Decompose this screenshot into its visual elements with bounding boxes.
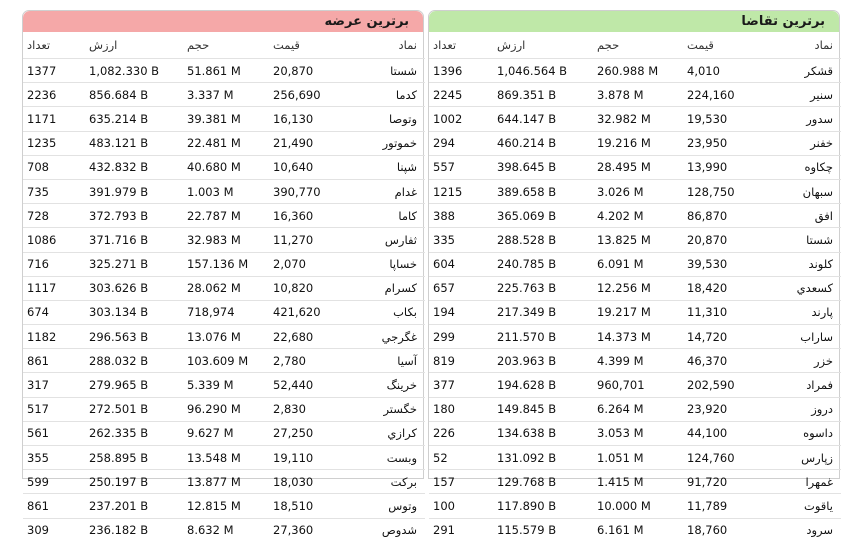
table-row[interactable]	[23, 276, 425, 300]
column-header-value[interactable]: ارزش	[497, 38, 526, 52]
cell-count: 388	[429, 204, 493, 228]
table-row[interactable]	[23, 470, 425, 494]
cell-symbol[interactable]: آسیا	[343, 349, 425, 373]
table-row[interactable]	[429, 349, 841, 373]
cell-volume: 6.264 M	[593, 397, 683, 421]
cell-symbol[interactable]: داسوه	[755, 421, 841, 445]
cell-price: 124,760	[683, 446, 755, 470]
cell-volume: 103.609 M	[183, 349, 269, 373]
cell-volume: 13.877 M	[183, 470, 269, 494]
cell-symbol[interactable]: یاقوت	[755, 494, 841, 518]
cell-value: 262.335 B	[85, 421, 183, 445]
cell-symbol[interactable]: سنیر	[755, 83, 841, 107]
cell-value: 869.351 B	[493, 83, 593, 107]
cell-volume: 51.861 M	[183, 59, 269, 83]
cell-count: 674	[23, 300, 85, 324]
cell-value: 288.528 B	[493, 228, 593, 252]
column-header-volume[interactable]: حجم	[187, 38, 210, 52]
cell-count: 1002	[429, 107, 493, 131]
cell-symbol[interactable]: سبهان	[755, 179, 841, 203]
cell-volume: 96.290 M	[183, 397, 269, 421]
cell-price: 11,270	[269, 228, 343, 252]
cell-symbol[interactable]: کاما	[343, 204, 425, 228]
table-row[interactable]	[429, 83, 841, 107]
cell-count: 1182	[23, 325, 85, 349]
cell-price: 21,490	[269, 131, 343, 155]
cell-symbol[interactable]: فمراد	[755, 373, 841, 397]
cell-symbol[interactable]: ساراب	[755, 325, 841, 349]
cell-symbol[interactable]: شپنا	[343, 155, 425, 179]
cell-symbol[interactable]: خرینگ	[343, 373, 425, 397]
cell-volume: 5.339 M	[183, 373, 269, 397]
cell-symbol[interactable]: ثفارس	[343, 228, 425, 252]
table-row[interactable]	[23, 59, 425, 83]
cell-count: 291	[429, 518, 493, 542]
cell-price: 16,360	[269, 204, 343, 228]
table-row[interactable]	[429, 276, 841, 300]
table-row[interactable]	[23, 397, 425, 421]
table-row[interactable]	[23, 494, 425, 518]
table-row[interactable]	[23, 204, 425, 228]
cell-count: 517	[23, 397, 85, 421]
top-supply-table	[23, 32, 425, 542]
cell-price: 16,130	[269, 107, 343, 131]
cell-value: 389.658 B	[493, 179, 593, 203]
cell-symbol[interactable]: خساپا	[343, 252, 425, 276]
cell-price: 2,070	[269, 252, 343, 276]
table-row[interactable]	[23, 421, 425, 445]
table-row[interactable]	[429, 131, 841, 155]
table-row[interactable]	[23, 179, 425, 203]
cell-symbol[interactable]: افق	[755, 204, 841, 228]
cell-symbol[interactable]: کسعدي	[755, 276, 841, 300]
cell-volume: 4.399 M	[593, 349, 683, 373]
cell-volume: 13.825 M	[593, 228, 683, 252]
cell-symbol[interactable]: دروز	[755, 397, 841, 421]
cell-symbol[interactable]: شستا	[343, 59, 425, 83]
cell-symbol[interactable]: پارند	[755, 300, 841, 324]
cell-price: 23,950	[683, 131, 755, 155]
cell-count: 604	[429, 252, 493, 276]
cell-volume: 6.091 M	[593, 252, 683, 276]
cell-volume: 13.076 M	[183, 325, 269, 349]
table-row[interactable]	[429, 107, 841, 131]
cell-count: 819	[429, 349, 493, 373]
cell-volume: 14.373 M	[593, 325, 683, 349]
table-row[interactable]	[23, 131, 425, 155]
top-supply-panel	[22, 10, 424, 538]
cell-value: 258.895 B	[85, 446, 183, 470]
table-row[interactable]	[429, 446, 841, 470]
column-header-symbol[interactable]: نماد	[398, 38, 417, 52]
cell-count: 728	[23, 204, 85, 228]
cell-volume: 19.216 M	[593, 131, 683, 155]
cell-count: 557	[429, 155, 493, 179]
cell-price: 14,720	[683, 325, 755, 349]
cell-price: 19,110	[269, 446, 343, 470]
cell-price: 128,750	[683, 179, 755, 203]
cell-symbol[interactable]: زپارس	[755, 446, 841, 470]
cell-value: 1,082.330 B	[85, 59, 183, 83]
cell-price: 13,990	[683, 155, 755, 179]
cell-count: 735	[23, 179, 85, 203]
cell-value: 372.793 B	[85, 204, 183, 228]
table-row[interactable]	[429, 155, 841, 179]
cell-symbol[interactable]: وتوس	[343, 494, 425, 518]
table-header-row	[429, 32, 841, 59]
cell-symbol[interactable]: وبست	[343, 446, 425, 470]
cell-price: 19,530	[683, 107, 755, 131]
cell-price: 18,030	[269, 470, 343, 494]
cell-volume: 260.988 M	[593, 59, 683, 83]
cell-count: 1171	[23, 107, 85, 131]
cell-count: 226	[429, 421, 493, 445]
cell-value: 203.963 B	[493, 349, 593, 373]
cell-price: 52,440	[269, 373, 343, 397]
table-row[interactable]	[23, 518, 425, 542]
cell-symbol[interactable]: خزر	[755, 349, 841, 373]
cell-symbol[interactable]: خفنر	[755, 131, 841, 155]
table-row[interactable]	[23, 373, 425, 397]
cell-volume: 1.003 M	[183, 179, 269, 203]
cell-volume: 1.415 M	[593, 470, 683, 494]
cell-value: 365.069 B	[493, 204, 593, 228]
column-header-value[interactable]: ارزش	[89, 38, 118, 52]
cell-volume: 6.161 M	[593, 518, 683, 542]
cell-count: 861	[23, 494, 85, 518]
cell-count: 299	[429, 325, 493, 349]
cell-count: 355	[23, 446, 85, 470]
table-row[interactable]	[429, 373, 841, 397]
cell-count: 1086	[23, 228, 85, 252]
table-row[interactable]	[429, 421, 841, 445]
cell-price: 4,010	[683, 59, 755, 83]
cell-value: 117.890 B	[493, 494, 593, 518]
cell-price: 27,250	[269, 421, 343, 445]
cell-value: 194.628 B	[493, 373, 593, 397]
cell-price: 18,760	[683, 518, 755, 542]
cell-count: 657	[429, 276, 493, 300]
cell-value: 303.134 B	[85, 300, 183, 324]
cell-price: 27,360	[269, 518, 343, 542]
cell-count: 52	[429, 446, 493, 470]
table-row[interactable]	[429, 325, 841, 349]
cell-price: 20,870	[269, 59, 343, 83]
cell-price: 18,420	[683, 276, 755, 300]
cell-count: 100	[429, 494, 493, 518]
cell-price: 202,590	[683, 373, 755, 397]
cell-price: 10,640	[269, 155, 343, 179]
cell-value: 432.832 B	[85, 155, 183, 179]
table-row[interactable]	[429, 252, 841, 276]
table-row[interactable]	[429, 300, 841, 324]
column-header-count[interactable]: تعداد	[27, 38, 51, 52]
cell-count: 194	[429, 300, 493, 324]
cell-count: 294	[429, 131, 493, 155]
cell-value: 303.626 B	[85, 276, 183, 300]
cell-symbol[interactable]: غگرجي	[343, 325, 425, 349]
cell-price: 39,530	[683, 252, 755, 276]
cell-count: 561	[23, 421, 85, 445]
cell-count: 1377	[23, 59, 85, 83]
table-row[interactable]	[23, 107, 425, 131]
table-row[interactable]	[429, 494, 841, 518]
cell-count: 2236	[23, 83, 85, 107]
cell-value: 371.716 B	[85, 228, 183, 252]
cell-value: 635.214 B	[85, 107, 183, 131]
cell-price: 86,870	[683, 204, 755, 228]
column-header-symbol[interactable]: نماد	[814, 38, 833, 52]
cell-volume: 3.053 M	[593, 421, 683, 445]
cell-volume: 718,974	[183, 300, 269, 324]
cell-count: 317	[23, 373, 85, 397]
table-row[interactable]	[429, 518, 841, 542]
cell-price: 18,510	[269, 494, 343, 518]
cell-volume: 3.026 M	[593, 179, 683, 203]
cell-value: 236.182 B	[85, 518, 183, 542]
cell-value: 134.638 B	[493, 421, 593, 445]
table-row[interactable]	[429, 204, 841, 228]
cell-value: 391.979 B	[85, 179, 183, 203]
table-row[interactable]	[23, 300, 425, 324]
cell-volume: 28.062 M	[183, 276, 269, 300]
cell-price: 256,690	[269, 83, 343, 107]
cell-symbol[interactable]: شستا	[755, 228, 841, 252]
top-demand-table	[429, 32, 841, 542]
cell-value: 217.349 B	[493, 300, 593, 324]
cell-value: 296.563 B	[85, 325, 183, 349]
cell-value: 250.197 B	[85, 470, 183, 494]
cell-symbol[interactable]: بکاب	[343, 300, 425, 324]
cell-volume: 19.217 M	[593, 300, 683, 324]
cell-volume: 22.481 M	[183, 131, 269, 155]
table-row[interactable]	[23, 252, 425, 276]
cell-volume: 12.815 M	[183, 494, 269, 518]
cell-volume: 32.982 M	[593, 107, 683, 131]
cell-volume: 28.495 M	[593, 155, 683, 179]
cell-value: 149.845 B	[493, 397, 593, 421]
cell-price: 44,100	[683, 421, 755, 445]
table-row[interactable]	[23, 325, 425, 349]
top-supply-title: برترین عرضه	[23, 11, 423, 32]
column-header-volume[interactable]: حجم	[597, 38, 620, 52]
cell-volume: 157.136 M	[183, 252, 269, 276]
table-row[interactable]	[23, 446, 425, 470]
cell-price: 22,680	[269, 325, 343, 349]
cell-symbol[interactable]: وتوصا	[343, 107, 425, 131]
cell-value: 115.579 B	[493, 518, 593, 542]
cell-value: 460.214 B	[493, 131, 593, 155]
cell-price: 20,870	[683, 228, 755, 252]
cell-count: 335	[429, 228, 493, 252]
cell-volume: 1.051 M	[593, 446, 683, 470]
cell-volume: 13.548 M	[183, 446, 269, 470]
cell-count: 377	[429, 373, 493, 397]
cell-price: 224,160	[683, 83, 755, 107]
cell-value: 856.684 B	[85, 83, 183, 107]
cell-price: 2,830	[269, 397, 343, 421]
cell-value: 211.570 B	[493, 325, 593, 349]
cell-count: 157	[429, 470, 493, 494]
cell-price: 10,820	[269, 276, 343, 300]
cell-volume: 3.878 M	[593, 83, 683, 107]
table-row[interactable]	[23, 83, 425, 107]
table-row[interactable]	[429, 228, 841, 252]
cell-value: 272.501 B	[85, 397, 183, 421]
cell-value: 288.032 B	[85, 349, 183, 373]
table-row[interactable]	[429, 397, 841, 421]
table-row[interactable]	[429, 59, 841, 83]
cell-count: 708	[23, 155, 85, 179]
top-demand-title: برترین تقاضا	[429, 11, 839, 32]
cell-count: 1117	[23, 276, 85, 300]
cell-count: 1235	[23, 131, 85, 155]
cell-price: 2,780	[269, 349, 343, 373]
cell-count: 1396	[429, 59, 493, 83]
column-header-price[interactable]: قیمت	[687, 38, 714, 52]
cell-volume: 12.256 M	[593, 276, 683, 300]
cell-volume: 10.000 M	[593, 494, 683, 518]
cell-symbol[interactable]: سدور	[755, 107, 841, 131]
cell-value: 644.147 B	[493, 107, 593, 131]
cell-price: 23,920	[683, 397, 755, 421]
cell-symbol[interactable]: کسرام	[343, 276, 425, 300]
cell-volume: 960,701	[593, 373, 683, 397]
cell-price: 11,310	[683, 300, 755, 324]
cell-symbol[interactable]: خگستر	[343, 397, 425, 421]
cell-value: 398.645 B	[493, 155, 593, 179]
table-row[interactable]	[23, 228, 425, 252]
cell-price: 46,370	[683, 349, 755, 373]
cell-value: 483.121 B	[85, 131, 183, 155]
cell-volume: 9.627 M	[183, 421, 269, 445]
cell-price: 421,620	[269, 300, 343, 324]
cell-count: 861	[23, 349, 85, 373]
cell-count: 1215	[429, 179, 493, 203]
cell-volume: 39.381 M	[183, 107, 269, 131]
cell-symbol[interactable]: خموتور	[343, 131, 425, 155]
top-demand-panel	[428, 10, 840, 538]
cell-value: 279.965 B	[85, 373, 183, 397]
table-row[interactable]	[429, 179, 841, 203]
cell-value: 240.785 B	[493, 252, 593, 276]
table-row[interactable]	[23, 349, 425, 373]
cell-volume: 4.202 M	[593, 204, 683, 228]
cell-symbol[interactable]: غدام	[343, 179, 425, 203]
table-row[interactable]	[429, 470, 841, 494]
cell-count: 599	[23, 470, 85, 494]
cell-volume: 22.787 M	[183, 204, 269, 228]
table-row[interactable]	[23, 155, 425, 179]
cell-value: 325.271 B	[85, 252, 183, 276]
cell-value: 225.763 B	[493, 276, 593, 300]
cell-volume: 8.632 M	[183, 518, 269, 542]
cell-symbol[interactable]: سرود	[755, 518, 841, 542]
cell-price: 91,720	[683, 470, 755, 494]
cell-value: 1,046.564 B	[493, 59, 593, 83]
cell-price: 11,789	[683, 494, 755, 518]
cell-price: 390,770	[269, 179, 343, 203]
table-header-row	[23, 32, 425, 59]
cell-symbol[interactable]: برکت	[343, 470, 425, 494]
cell-symbol[interactable]: قشکر	[755, 59, 841, 83]
cell-count: 2245	[429, 83, 493, 107]
cell-value: 129.768 B	[493, 470, 593, 494]
column-header-count[interactable]: تعداد	[433, 38, 457, 52]
cell-count: 180	[429, 397, 493, 421]
cell-count: 309	[23, 518, 85, 542]
cell-count: 716	[23, 252, 85, 276]
cell-value: 131.092 B	[493, 446, 593, 470]
cell-symbol[interactable]: چکاوه	[755, 155, 841, 179]
cell-value: 237.201 B	[85, 494, 183, 518]
cell-symbol[interactable]: کلوند	[755, 252, 841, 276]
cell-symbol[interactable]: کدما	[343, 83, 425, 107]
cell-symbol[interactable]: شدوص	[343, 518, 425, 542]
cell-volume: 3.337 M	[183, 83, 269, 107]
cell-volume: 32.983 M	[183, 228, 269, 252]
cell-symbol[interactable]: غمهرا	[755, 470, 841, 494]
cell-symbol[interactable]: کرازي	[343, 421, 425, 445]
cell-volume: 40.680 M	[183, 155, 269, 179]
column-header-price[interactable]: قیمت	[273, 38, 300, 52]
